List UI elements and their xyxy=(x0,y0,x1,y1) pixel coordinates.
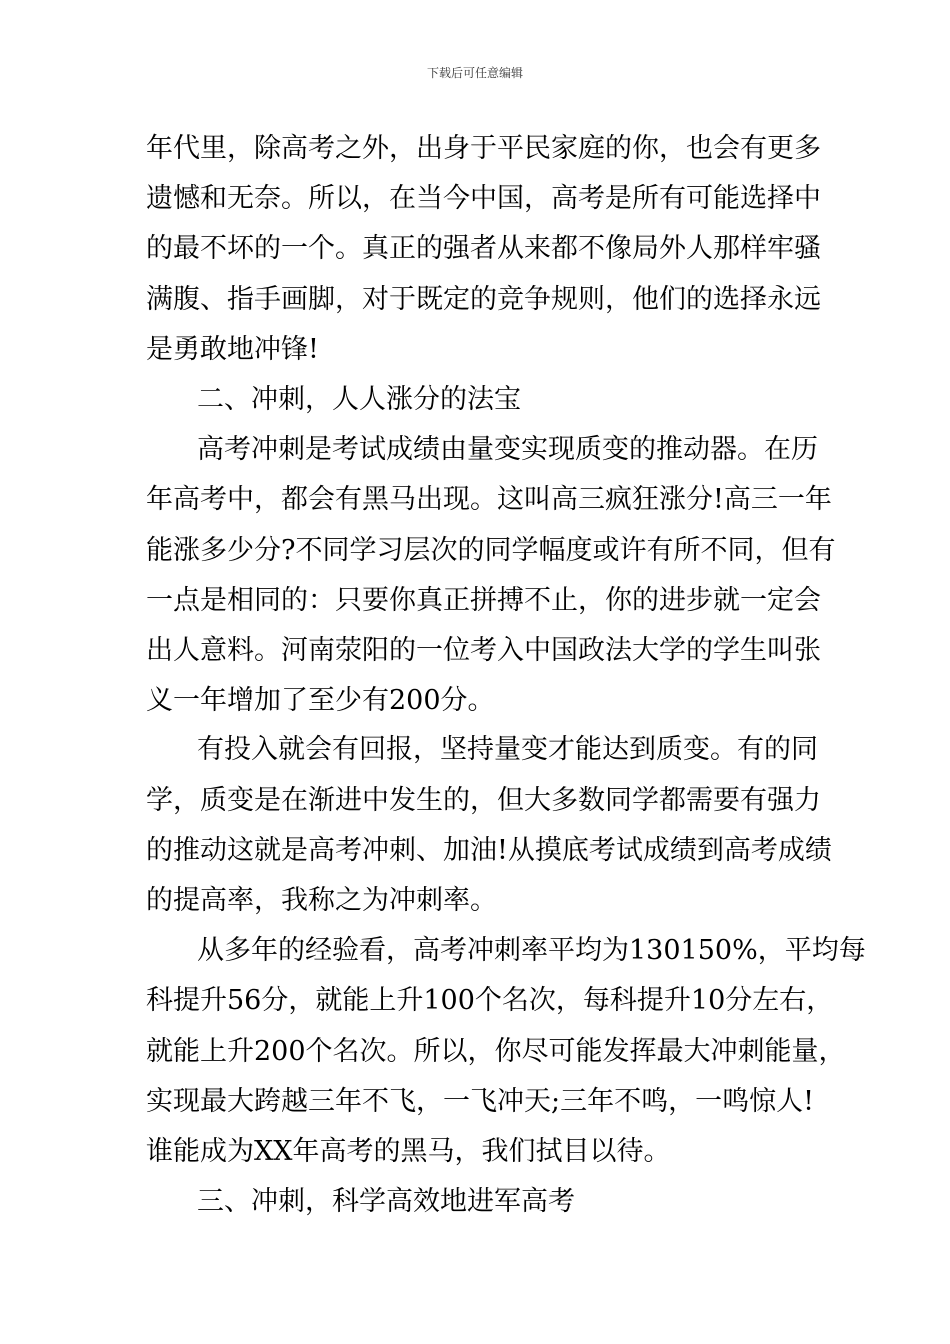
text-line: 就能上升200个名次。所以，你尽可能发挥最大冲刺能量， xyxy=(146,1036,846,1067)
text-line: 的最不坏的一个。真正的强者从来都不像局外人那样牢骚 xyxy=(146,233,821,264)
text-line: 高考冲刺是考试成绩由量变实现质变的推动器。在历 xyxy=(197,434,818,465)
text-line: 能涨多少分?不同学习层次的同学幅度或许有所不同，但有 xyxy=(146,535,836,566)
text-line: 从多年的经验看，高考冲刺率平均为130150%，平均每 xyxy=(197,935,866,966)
text-line: 满腹、指手画脚，对于既定的竞争规则，他们的选择永远 xyxy=(146,284,821,315)
text-line: 遗憾和无奈。所以，在当今中国，高考是所有可能选择中 xyxy=(146,183,821,214)
text-line: 谁能成为XX年高考的黑马，我们拭目以待。 xyxy=(146,1136,671,1167)
section-heading: 三、冲刺，科学高效地进军高考 xyxy=(197,1186,575,1217)
text-line: 有投入就会有回报，坚持量变才能达到质变。有的同 xyxy=(197,734,818,765)
text-line: 的提高率，我称之为冲刺率。 xyxy=(146,885,497,916)
text-line: 义一年增加了至少有200分。 xyxy=(146,685,495,716)
section-heading: 二、冲刺，人人涨分的法宝 xyxy=(197,384,521,415)
text-line: 年高考中，都会有黑马出现。这叫高三疯狂涨分!高三一年 xyxy=(146,484,832,515)
text-line: 出人意料。河南荥阳的一位考入中国政法大学的学生叫张 xyxy=(146,635,821,666)
page-header: 下载后可任意编辑 xyxy=(426,66,523,80)
text-line: 科提升56分，就能上升100个名次，每科提升10分左右， xyxy=(146,985,834,1016)
text-line: 学，质变是在渐进中发生的，但大多数同学都需要有强力 xyxy=(146,785,821,816)
text-line: 的推动这就是高考冲刺、加油!从摸底考试成绩到高考成绩 xyxy=(146,835,832,866)
text-line: 年代里，除高考之外，出身于平民家庭的你，也会有更多 xyxy=(146,133,821,164)
text-line: 是勇敢地冲锋! xyxy=(146,334,319,365)
text-line: 一点是相同的：只要你真正拼搏不止，你的进步就一定会 xyxy=(146,585,821,616)
text-line: 实现最大跨越三年不飞，一飞冲天;三年不鸣，一鸣惊人! xyxy=(146,1086,814,1117)
